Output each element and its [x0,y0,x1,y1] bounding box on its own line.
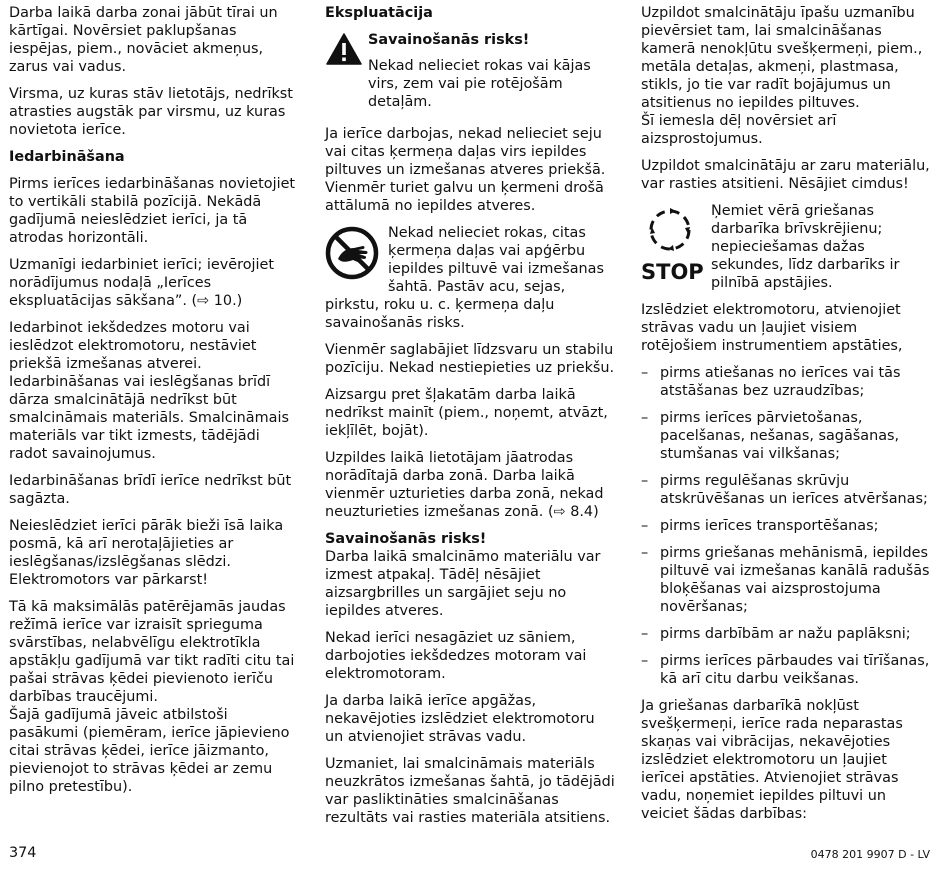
column-3 [641,4,931,832]
paragraph-gloves: Uzpildot smalcinātāju ar zaru materiālu, var rasties atsitieni. Nēsājiet cimdus! [641,158,930,192]
document-number: 0478 201 9907 D - LV [810,848,930,861]
paragraph-face-distance: Ja ierīce darbojas, nekad nelieciet seju vai citas ķermeņa daļas virs iepildes piltuves un izmešanas atveres priekšā. Vienmēr turiet galvu un ķermeni drošā attālumā no iepildes atveres. [325,126,606,214]
list-item-text: pirms ierīces pārvietošanas, pacelšanas, nešanas, sagāšanas, stumšanas vai vilkšanas; [660,410,900,462]
paragraph-work-area: Darba laikā darba zonai jābūt tīrai un kārtīgai. Novērsiet paklupšanas iespējas, piem., novāciet akmeņus, zarus vai vadus. [9,5,278,75]
paragraph-voltage [9,598,301,796]
rotation-arrows-icon [641,204,703,256]
paragraph-foreign-objects-a: Uzpildot smalcinātāju īpašu uzmanību pievērsiet tam, lai smalcināšanas kamerā nenokļūtu svešķermeņi, piem., metāla detaļas, akmeņi, plastmasa, stikls, jo tie var radīt bojājumus un atsitienus no iepildes piltuves. [641,5,923,111]
list-item-text: pirms atiešanas no ierīces vai tās atstāšanas bez uzraudzības; [660,365,901,399]
warning-triangle-icon [326,33,362,65]
list-item-text: pirms griešanas mehānismā, iepildes piltuvē vai izmešanas kanālā radušās bloķēšanas vai aizsprostojuma novēršanas; [660,545,930,615]
paragraph-run-down: Ņemiet vērā griešanas darbarīka brīvskrējienu; nepieciešamas dažas sekundes, līdz darbarīks ir pilnībā apstājies. [711,203,900,291]
list-item [641,625,931,643]
paragraph-surface: Virsma, uz kuras stāv lietotājs, nedrīkst atrasties augstāk par virsmu, uz kuras novietota ierīce. [9,86,293,138]
risk-block [325,530,615,620]
stop-label: STOP [641,260,704,284]
risk-title: Savainošanās risks! [325,531,487,547]
warning-text: Nekad nelieciet rokas vai kājas virs, zem vai pie rotējošām detaļām. [368,58,591,110]
paragraph-voltage-a: Tā kā maksimālās patērējamās jaudas režīmā ierīce var izraisīt sprieguma svārstības, nelabvēlīgu elektrotīkla apstākļu gadījumā var tikt radīti citu tai pašai strāvas ķēdei pievienoto ierīču darbības traucējumi. [9,599,295,705]
list-item [641,364,931,400]
dash-marker: – [641,545,649,561]
paragraph-no-tilting: Nekad ierīci nesagāziet uz sāniem, darbojoties iekšdedzes motoram vai elektromotoram. [325,630,587,682]
list-item-text: pirms darbībām ar nažu paplāksni; [660,626,911,642]
stop-rotation-icon [641,204,704,284]
paragraph-not-tilted: Iedarbināšanas brīdī ierīce nedrīkst būt sagāzta. [9,473,292,507]
warning-title: Savainošanās risks! [368,32,530,48]
list-item [641,517,931,535]
paragraph-splash-guard: Aizsargu pret šļakatām darba laikā nedrīkst mainīt (piem., noņemt, atvāzt, iekļīlēt, bojāt). [325,387,608,439]
section-heading-start: Iedarbināšana [9,149,125,165]
paragraph-unusual-noise: Ja griešanas darbarīkā nokļūst svešķermeņi, ierīce rada neparastas skaņas vai vibrācijas, nekavējoties izslēdziet elektromotoru un ļaujiet ierīcei apstāties. Atvienojiet strāvas vadu, noņemiet iepildes piltuvi un veiciet šādas darbības: [641,698,903,822]
dash-marker: – [641,653,649,669]
warning-block [325,31,615,111]
paragraph-overheat: Neieslēdziet ierīci pārāk bieži īsā laika posmā, kā arī nerotaļājieties ar ieslēgšanas/izslēgšanas slēdzi. Elektromotors var pārkarst! [9,518,284,588]
list-item [641,472,931,508]
paragraph-balance: Vienmēr saglabājiet līdzsvaru un stabilu pozīciju. Nekad nestiepieties uz priekšu. [325,342,615,376]
precaution-list [641,364,931,688]
paragraph-foreign-objects [641,4,931,148]
dash-marker: – [641,518,649,534]
no-hands-block [325,224,615,332]
list-item-text: pirms regulēšanas skrūvju atskrūvēšanas un ierīces atvēršanas; [660,473,928,507]
paragraph-no-hands: Nekad nelieciet rokas, citas ķermeņa daļas vai apģērbu iepildes piltuvē vai izmešanas šahtā. Pastāv acu, sejas, pirkstu, roku u. c. ķermeņa daļu savainošanās risks. [325,225,604,331]
page-number: 374 [9,845,37,861]
paragraph-work-zone: Uzpildes laikā lietotājam jāatrodas norādītajā darba zonā. Darba laikā vienmēr uzturieties darba zonā, nekad neuzturieties izmešanas zonā. (⇨ 8.4) [325,450,604,520]
paragraph-accumulation: Uzmaniet, lai smalcināmais materiāls neuzkrātos izmešanas šahtā, jo tādējādi var pasliktināties smalcināšanas rezultāts vai rasties materiāla atsitiens. [325,756,615,826]
no-hands-icon [325,226,379,280]
stop-block [641,202,931,292]
paragraph-careful-start: Uzmanīgi iedarbiniet ierīci; ievērojiet norādījumus nodaļā „Ierīces ekspluatācijas sākšana”. (⇨ 10.) [9,257,275,309]
paragraph-ejection-opening: Iedarbinot iekšdedzes motoru vai ieslēdzot elektromotoru, nestāviet priekšā izmešanas atverei. Iedarbināšanas vai ieslēgšanas brīdī dārza smalcinātājā nedrīkst būt smalcināmais materiāls. Smalcināmais materiāls var tikt izmests, tādējādi radot savainojumus. [9,320,289,462]
dash-marker: – [641,365,649,381]
dash-marker: – [641,473,649,489]
column-2 [325,4,615,836]
list-item [641,652,931,688]
paragraph-foreign-objects-b: Šī iemesla dēļ novērsiet arī aizsprostojumus. [641,113,837,147]
dash-marker: – [641,626,649,642]
paragraph-tip-over: Ja darba laikā ierīce apgāžas, nekavējoties izslēdziet elektromotoru un atvienojiet strāvas vadu. [325,693,595,745]
dash-marker: – [641,410,649,426]
paragraph-vertical-position: Pirms ierīces iedarbināšanas novietojiet to vertikāli stabilā pozīcijā. Nekādā gadījumā neieslēdziet ierīci, ja tā atrodas horizontāli. [9,176,296,246]
list-item [641,544,931,616]
paragraph-voltage-b: Šajā gadījumā jāveic atbilstoši pasākumi (piemēram, ierīce jāpievieno citai strāvas ķēdei, ierīce jāizmanto, pievienojot to strāvas ķēdei ar zemu pilno pretestību). [9,707,290,795]
risk-text: Darba laikā smalcināmo materiālu var izmest atpakaļ. Tādēļ nēsājiet aizsargbrilles un sargājiet seju no iepildes atveres. [325,549,601,619]
section-heading-operation: Ekspluatācija [325,5,433,21]
list-item-text: pirms ierīces pārbaudes vai tīrīšanas, kā arī citu darbu veikšanas. [660,653,930,687]
list-item-text: pirms ierīces transportēšanas; [660,518,879,534]
list-item [641,409,931,463]
column-1 [9,4,301,805]
paragraph-switch-off: Izslēdziet elektromotoru, atvienojiet strāvas vadu un ļaujiet visiem rotējošiem instrumentiem apstāties, [641,302,903,354]
